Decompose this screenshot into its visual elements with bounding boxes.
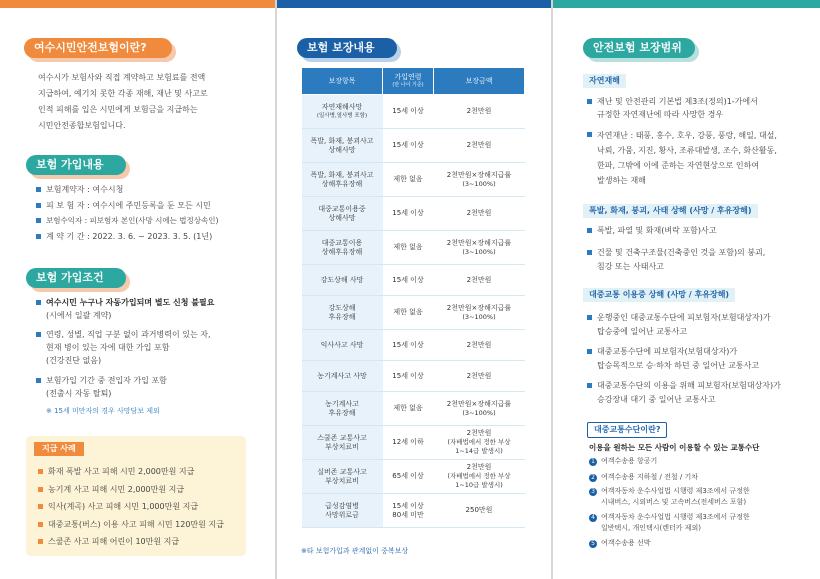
join-item: 보험수익자 : 피보험자 본인(사망 시에는 법정상속인) [36, 214, 218, 227]
intro-line: 시민안전종합보험입니다. [38, 121, 126, 130]
amount-line: (3~100%) [462, 247, 496, 256]
table-row [302, 494, 525, 528]
coverage-item-line: 강도상해 [328, 303, 356, 312]
table-row [302, 231, 525, 265]
coverage-item-line: 폭발, 화재, 붕괴사고 [310, 170, 374, 179]
amount-line: 2천만원×장해지급률 [446, 238, 512, 247]
coverage-item-cell [302, 231, 383, 265]
header-age-sub: (만 나이 기준) [392, 82, 424, 88]
transport-line: 여객수송용 항공기 [601, 457, 658, 465]
table-row [302, 129, 525, 163]
number-badge: 2 [589, 474, 597, 482]
amount-line: (자배법에서 정한 부상 [447, 438, 511, 446]
coverage-item-cell [302, 265, 383, 296]
example-item: 대중교통(버스) 이용 사고 피해 시민 120만원 지급 [38, 518, 224, 531]
header-item: 보장항목 [302, 68, 383, 95]
coverage-item-line: 스쿨존 교통사고 [317, 433, 367, 442]
scope-line: 침강 또는 사태사고 [597, 262, 664, 271]
public-transport-definition-title: 대중교통수단이란? [587, 422, 667, 438]
coverage-item-line: 강도상해 사망 [320, 275, 364, 284]
scope-line: 건물 및 건축구조물(건축중인 것을 포함)의 붕괴, [597, 248, 766, 257]
coverage-item-line: 대중교통이용중 [318, 204, 366, 213]
coverage-item-line: 후유장해 [328, 408, 356, 417]
middle-column [277, 8, 551, 579]
age-line: 제한 없음 [393, 404, 423, 412]
amount-cell [434, 361, 525, 392]
coverage-item-cell [302, 197, 383, 231]
condition-line: (시에서 일괄 계약) [46, 311, 112, 320]
section-title-insurance-intro: 여수시민안전보험이란? [24, 38, 172, 58]
table-row [302, 460, 525, 494]
age-line: 80세 미만 [392, 510, 424, 519]
age-line: 15세 이상 [392, 141, 424, 149]
amount-line: 250만원 [465, 506, 493, 514]
coverage-item-cell [302, 163, 383, 197]
intro-line: 지급하여, 예기치 못한 각종 재해, 재난 및 사고로 [38, 89, 208, 98]
amount-line: 2천만원 [466, 371, 492, 380]
payment-examples-box [26, 436, 246, 556]
subsection-public-transport: 대중교통 이용중 상해 (사망 / 후유장해) [583, 288, 735, 302]
amount-cell [434, 392, 525, 426]
table-row [302, 265, 525, 296]
scope-item: 폭발, 파열 및 화재(벼락 포함)사고 [587, 224, 716, 237]
scope-item [587, 246, 765, 274]
age-line: 제한 없음 [393, 243, 423, 251]
coverage-item-line: 사망위로금 [325, 510, 359, 519]
amount-line: 1~10급 발생시) [455, 481, 503, 489]
example-item: 스쿨존 사고 피해 어린이 10만원 지급 [38, 535, 179, 548]
coverage-item-line: 급성감염병 [325, 501, 359, 510]
coverage-table [301, 67, 525, 528]
coverage-item-line: 자연재해사망 [321, 102, 363, 111]
amount-line: 2천만원×장해지급률 [446, 170, 512, 179]
age-cell [383, 392, 434, 426]
intro-line: 여수시가 보험사와 직접 계약하고 보험료를 전액 [38, 73, 206, 82]
scope-item [587, 345, 759, 373]
coverage-item-line: 실버존 교통사고 [317, 467, 367, 476]
amount-line: (3~100%) [462, 408, 496, 417]
age-line: 12세 이하 [392, 438, 424, 446]
table-row [302, 330, 525, 361]
age-line: 15세 이상 [392, 340, 424, 349]
table-row [302, 163, 525, 197]
header-amount: 보장금액 [434, 68, 525, 95]
coverage-item-line: 후유장해 [328, 312, 356, 321]
amount-cell [434, 330, 525, 361]
condition-line: 연령, 성별, 직업 구분 없이 과거병력이 있는 자, [46, 330, 211, 339]
age-cell [383, 95, 434, 129]
scope-line: 규정한 자연재난에 따라 사망한 경우 [597, 110, 724, 119]
age-note: ※ 15세 미만자의 경우 사망담보 제외 [46, 407, 160, 415]
scope-line: 대중교통수단에 피보험자(보험대상자)가 [597, 347, 738, 356]
coverage-item-cell [302, 361, 383, 392]
age-line: 15세 이상 [392, 371, 424, 380]
right-column [553, 8, 820, 579]
coverage-item-cell [302, 129, 383, 163]
transport-item [589, 472, 698, 483]
amount-cell [434, 296, 525, 330]
condition-item [36, 296, 214, 322]
top-bar-blue [276, 0, 552, 8]
amount-line: 2천만원 [466, 340, 492, 349]
coverage-item-line: 부상치료비 [325, 442, 359, 451]
amount-line: 2천만원 [466, 275, 492, 284]
amount-line: 1~14급 발생시) [455, 447, 503, 455]
coverage-item-line: 익사사고 사망 [320, 340, 364, 349]
table-row [302, 361, 525, 392]
age-cell [383, 361, 434, 392]
transport-item [589, 486, 750, 508]
age-cell [383, 197, 434, 231]
transport-line: 여객자동차 운수사업법 시행령 제3조에서 규정한 [601, 487, 750, 495]
age-cell [383, 330, 434, 361]
coverage-item-line: 농기계사고 사망 [317, 371, 367, 380]
scope-line: 자연재난 : 태풍, 홍수, 호우, 강풍, 풍랑, 해일, 대설, [597, 131, 777, 140]
coverage-item-line: 대중교통이용 [321, 238, 363, 247]
join-item: 계 약 기 간 : 2022. 3. 6. ~ 2023. 3. 5. (1년) [36, 230, 212, 243]
amount-cell [434, 95, 525, 129]
coverage-item-line: 상해사망 [328, 213, 356, 222]
example-title: 지급 사례 [34, 442, 84, 456]
coverage-item-cell [302, 460, 383, 494]
top-bar-teal [552, 0, 820, 8]
age-cell [383, 163, 434, 197]
age-line: 15세 이상 [392, 107, 424, 115]
table-row [302, 197, 525, 231]
age-cell [383, 296, 434, 330]
top-bar-orange [0, 0, 276, 8]
coverage-item-line: 농기계사고 [325, 399, 359, 408]
coverage-item-line: 상해사망 [328, 145, 356, 154]
table-row [302, 95, 525, 129]
condition-item [36, 328, 211, 367]
coverage-item-cell [302, 392, 383, 426]
scope-line: 운행중인 대중교통수단에 피보험자(보험대상자)가 [597, 313, 771, 322]
coverage-item-cell [302, 330, 383, 361]
amount-line: 2천만원×장해지급률 [446, 399, 512, 408]
header-age [383, 68, 434, 95]
public-transport-definition: 이용을 원하는 모든 사람이 이용할 수 있는 교통수단 [589, 443, 760, 452]
intro-line: 인적 피해를 입은 시민에게 보험금을 지급하는 [38, 105, 198, 114]
join-item: 피 보 험 자 : 여수시에 주민등록을 둔 모든 시민 [36, 199, 211, 212]
condition-line: 여수시민 누구나 자동가입되며 별도 신청 불필요 [46, 298, 215, 307]
coverage-item-line: (일사병,열사병 포함) [316, 112, 368, 119]
scope-line: 탑승목적으로 승·하차 하던 중 일어난 교통사고 [597, 361, 760, 370]
section-title-coverage-scope: 안전보험 보장범위 [583, 38, 695, 58]
scope-item [587, 128, 777, 188]
transport-item [589, 538, 651, 549]
amount-cell [434, 129, 525, 163]
amount-line: 2천만원 [466, 429, 492, 437]
amount-line: 2천만원 [466, 463, 492, 471]
transport-line: 여객자동차 운수사업법 시행령 제3조에서 규정한 [601, 513, 750, 521]
coverage-item-cell [302, 494, 383, 528]
scope-line: 대중교통수단의 이용을 위해 피보험자(보험대상자)가 [597, 381, 781, 390]
age-cell [383, 265, 434, 296]
coverage-item-cell [302, 426, 383, 460]
scope-line: 승강장내 대기 중 일어난 교통사고 [597, 395, 716, 404]
age-cell [383, 460, 434, 494]
amount-cell [434, 197, 525, 231]
amount-line: 2천만원 [466, 107, 492, 115]
scope-line: 한파, 그밖에 이에 준하는 자연현상으로 인하여 [597, 161, 760, 170]
subsection-natural-disaster: 자연재해 [583, 74, 626, 88]
number-badge: 3 [589, 488, 597, 496]
table-row [302, 392, 525, 426]
coverage-item-line: 상해후유장해 [321, 247, 363, 256]
age-cell [383, 426, 434, 460]
coverage-item-line: 부상치료비 [325, 476, 359, 485]
example-item: 농기계 사고 피해 시민 2,000만원 지급 [38, 483, 184, 496]
amount-cell [434, 460, 525, 494]
scope-item [587, 311, 771, 339]
number-badge: 5 [589, 540, 597, 548]
age-line: 65세 이상 [392, 472, 424, 480]
example-item: 익사(계곡) 사고 피해 시민 1,000만원 지급 [38, 500, 198, 513]
scope-line: 발생하는 재해 [597, 176, 646, 185]
amount-line: (3~100%) [462, 312, 496, 321]
join-item: 보험계약자 : 여수시청 [36, 183, 123, 196]
subsection-explosion-fire: 폭발, 화재, 붕괴, 사태 상해 (사망 / 후유장해) [583, 204, 758, 218]
number-badge: 1 [589, 458, 597, 466]
age-line: 제한 없음 [393, 175, 423, 183]
amount-cell [434, 494, 525, 528]
coverage-item-line: 상해후유장해 [321, 179, 363, 188]
transport-item [589, 512, 750, 534]
amount-line: 2천만원 [466, 209, 492, 217]
scope-line: 재난 및 안전관리 기본법 제3조(정의)1-가에서 [597, 97, 758, 106]
age-cell [383, 129, 434, 163]
amount-cell [434, 265, 525, 296]
left-column [0, 8, 275, 579]
transport-line: 일반택시, 개인택시(렌터카 제외) [601, 524, 702, 532]
age-line: 15세 이상 [392, 501, 424, 510]
transport-line: 시내버스, 시외버스 및 고속버스(전세버스 포함) [601, 498, 747, 506]
amount-cell [434, 426, 525, 460]
amount-line: 2천만원×장해지급률 [446, 303, 512, 312]
age-line: 15세 이상 [392, 275, 424, 284]
age-line: 제한 없음 [393, 308, 423, 316]
header-age-label: 가입연령 [394, 73, 422, 81]
scope-item [587, 379, 781, 407]
number-badge: 4 [589, 514, 597, 522]
amount-cell [434, 231, 525, 265]
transport-item [589, 456, 657, 467]
section-title-coverage: 보험 보장내용 [297, 38, 397, 58]
scope-line: 낙뢰, 가뭄, 지진, 황사, 조류대발생, 조수, 화산활동, [597, 146, 777, 155]
transport-line: 여객수송용 선박 [601, 539, 651, 547]
section-title-join-details: 보험 가입내용 [26, 155, 126, 175]
example-item: 화재 폭발 사고 피해 시민 2,000만원 지급 [38, 465, 194, 478]
condition-line: 보험가입 기간 중 전입자 가입 포함 [46, 376, 167, 385]
coverage-item-line: 폭발, 화재, 붕괴사고 [310, 136, 374, 145]
table-header-row [302, 68, 525, 95]
transport-line: 여객수송용 지하철 / 전철 / 기차 [601, 473, 698, 481]
table-row [302, 296, 525, 330]
duplicate-note: ※타 보험가입과 관계없이 중복보상 [301, 547, 409, 555]
table-row [302, 426, 525, 460]
condition-line: 현재 병이 있는 자에 대한 가입 포함 [46, 343, 170, 352]
condition-line: (전출시 자동 탈퇴) [46, 389, 112, 398]
coverage-item-cell [302, 95, 383, 129]
amount-line: (3~100%) [462, 179, 496, 188]
amount-line: (자배법에서 정한 부상 [447, 472, 511, 480]
coverage-item-cell [302, 296, 383, 330]
amount-cell [434, 163, 525, 197]
age-cell [383, 494, 434, 528]
scope-item [587, 95, 758, 121]
scope-line: 탑승중에 일어난 교통사고 [597, 327, 688, 336]
age-line: 15세 이상 [392, 209, 424, 217]
condition-item [36, 374, 167, 400]
amount-line: 2천만원 [466, 141, 492, 149]
age-cell [383, 231, 434, 265]
condition-line: (건강진단 없음) [46, 356, 102, 365]
section-title-join-conditions: 보험 가입조건 [26, 268, 126, 288]
